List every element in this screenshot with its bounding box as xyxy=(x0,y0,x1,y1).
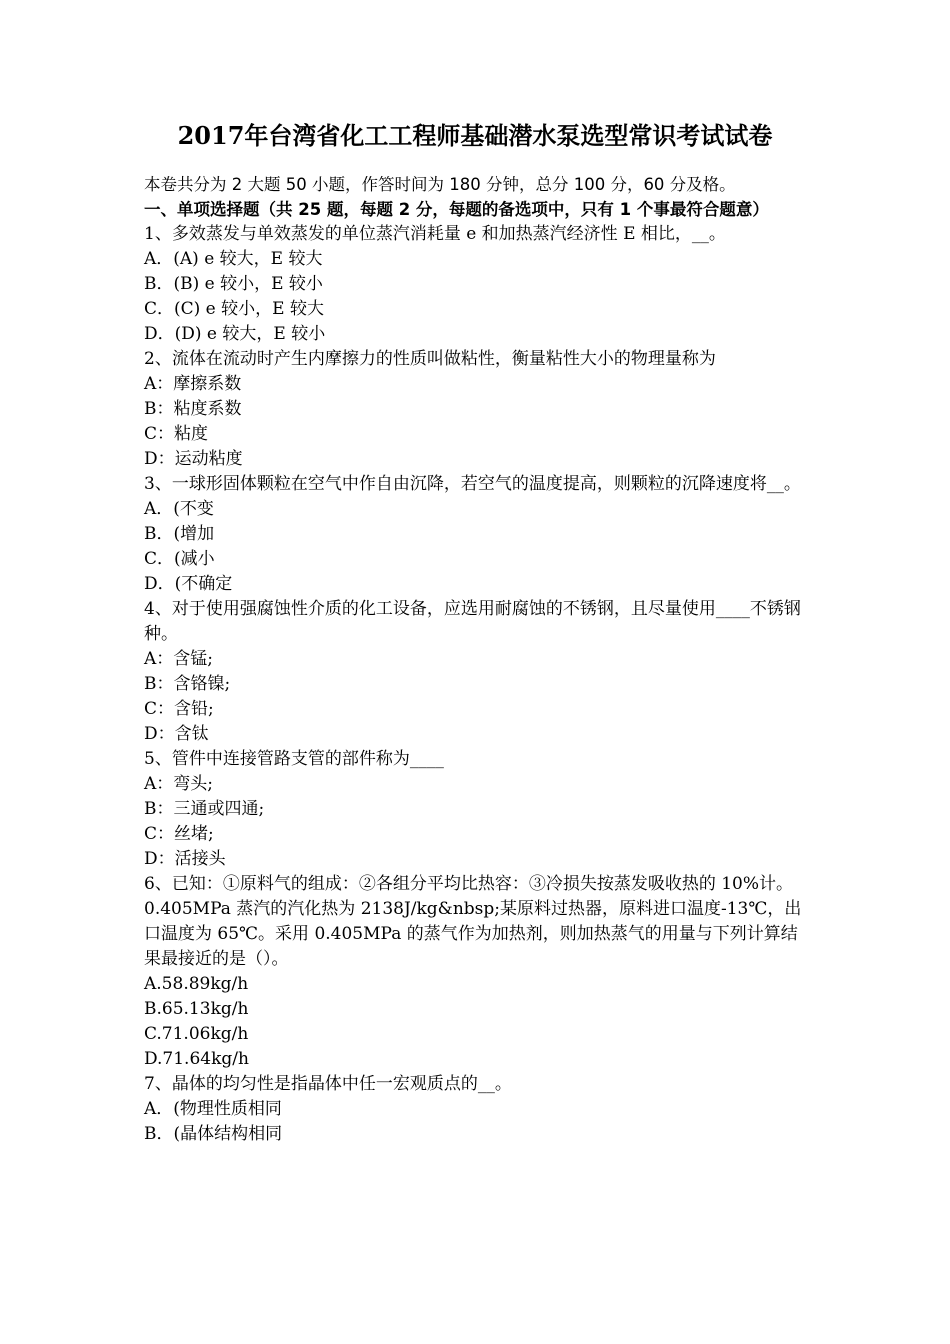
exam-title: 2017年台湾省化工工程师基础潜水泵选型常识考试试卷 xyxy=(177,121,773,150)
option-a: A．(不变 xyxy=(144,499,214,519)
question-stem: 7、晶体的均匀性是指晶体中任一宏观质点的__。 xyxy=(144,1074,512,1094)
option-d: D：含钛 xyxy=(144,724,209,744)
option-a: A．(A) e 较大，E 较大 xyxy=(144,249,323,269)
question-7 xyxy=(144,1072,814,1147)
option-b: B．(B) e 较小，E 较小 xyxy=(144,274,323,294)
option-d: D.71.64kg/h xyxy=(144,1049,249,1069)
option-c: C．(C) e 较小，E 较大 xyxy=(144,299,324,319)
question-stem: 4、对于使用强腐蚀性介质的化工设备，应选用耐腐蚀的不锈钢，且尽量使用____不锈钢种。 xyxy=(144,599,801,644)
option-c: C：含铅; xyxy=(144,699,214,719)
question-stem: 3、一球形固体颗粒在空气中作自由沉降，若空气的温度提高，则颗粒的沉降速度将__。 xyxy=(144,474,801,494)
question-2 xyxy=(144,347,814,472)
question-5 xyxy=(144,747,814,872)
option-a: A：摩擦系数 xyxy=(144,374,242,394)
option-d: D．(不确定 xyxy=(144,574,233,594)
option-d: D：运动粘度 xyxy=(144,449,243,469)
question-stem: 6、已知：①原料气的组成：②各组分平均比热容：③冷损失按蒸发吸收热的 10%计。0.405MPa 蒸汽的汽化热为 2138J/kg&nbsp;某原料过热器，原料进口温度-13℃，出口温度为 65℃。采用 0.405MPa 的蒸气作为加热剂，则加热蒸气的用量与下列计算结果最接近的是（）。 xyxy=(144,874,802,969)
option-b: B.65.13kg/h xyxy=(144,999,249,1019)
option-b: B：三通或四通; xyxy=(144,799,265,819)
option-a: A．(物理性质相同 xyxy=(144,1099,282,1119)
question-4 xyxy=(144,597,814,747)
option-b: B：含铬镍; xyxy=(144,674,231,694)
option-b: B．(增加 xyxy=(144,524,215,544)
section-heading: 一、单项选择题（共 25 题，每题 2 分，每题的备选项中，只有 1 个事最符合题意） xyxy=(144,200,769,219)
option-c: C：粘度 xyxy=(144,424,209,444)
option-a: A.58.89kg/h xyxy=(144,974,249,994)
option-c: C．(减小 xyxy=(144,549,215,569)
option-c: C.71.06kg/h xyxy=(144,1024,249,1044)
option-a: A：含锰; xyxy=(144,649,214,669)
option-b: B：粘度系数 xyxy=(144,399,242,419)
option-d: D．(D) e 较大，E 较小 xyxy=(144,324,326,344)
option-b: B．(晶体结构相同 xyxy=(144,1124,283,1144)
question-stem: 5、管件中连接管路支管的部件称为____ xyxy=(144,749,444,769)
question-stem: 1、多效蒸发与单效蒸发的单位蒸汽消耗量 e 和加热蒸汽经济性 E 相比，__。 xyxy=(144,224,726,244)
option-d: D：活接头 xyxy=(144,849,226,869)
option-a: A：弯头; xyxy=(144,774,214,794)
option-c: C：丝堵; xyxy=(144,824,214,844)
exam-body xyxy=(144,172,814,1147)
question-stem: 2、流体在流动时产生内摩擦力的性质叫做粘性，衡量粘性大小的物理量称为 xyxy=(144,349,716,369)
exam-instructions: 本卷共分为 2 大题 50 小题，作答时间为 180 分钟，总分 100 分，60 分及格。 xyxy=(144,175,736,194)
question-6 xyxy=(144,872,814,1072)
question-1 xyxy=(144,222,814,347)
question-3 xyxy=(144,472,814,597)
